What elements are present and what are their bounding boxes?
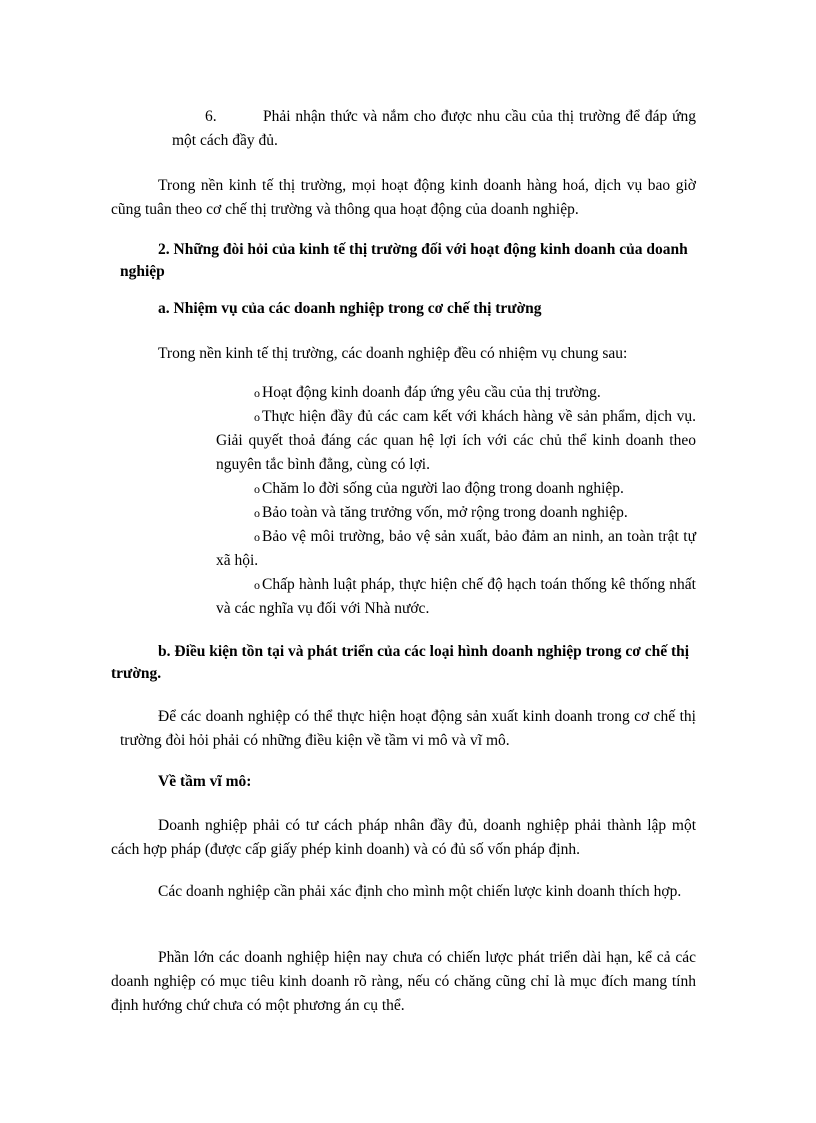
bullet-text: Bảo vệ môi trường, bảo vệ sản xuất, bảo đảm an ninh, an toàn trật tự xã hội. — [216, 528, 696, 569]
bullet-item — [216, 405, 696, 477]
bullet-text: Bảo toàn và tăng trưởng vốn, mở rộng trong doanh nghiệp. — [262, 504, 628, 521]
numbered-item-6 — [172, 105, 696, 153]
paragraph-legal: Doanh nghiệp phải có tư cách pháp nhân đầy đủ, doanh nghiệp phải thành lập một cách hợp pháp (được cấp giấy phép kinh doanh) và có đủ số vốn pháp định. — [111, 817, 696, 858]
bullet-item — [216, 477, 696, 501]
bullet-item — [216, 525, 696, 573]
bullet-icon: o — [254, 530, 260, 544]
paragraph-majority: Phần lớn các doanh nghiệp hiện nay chưa có chiến lược phát triển dài hạn, kể cả các doanh nghiệp có mục tiêu kinh doanh rõ ràng, nếu có chăng cũng chỉ là mục đích mang tính định hướng chứ chưa có một phương án cụ thể. — [111, 949, 696, 1014]
subsection-heading-b: b. Điều kiện tồn tại và phát triển của các loại hình doanh nghiệp trong cơ chế thị trường. — [111, 643, 690, 682]
bullet-text: Chăm lo đời sống của người lao động trong doanh nghiệp. — [262, 480, 624, 497]
item-text: Phải nhận thức và nắm cho được nhu cầu của thị trường để đáp ứng một cách đầy đủ. — [172, 108, 696, 149]
paragraph-strategy: Các doanh nghiệp cần phải xác định cho mình một chiến lược kinh doanh thích hợp. — [158, 883, 682, 900]
bullet-text: Thực hiện đầy đủ các cam kết với khách hàng về sản phẩm, dịch vụ. Giải quyết thoả đáng các quan hệ lợi ích với các chủ thể kinh doanh theo nguyên tắc bình đẳng, cùng có lợi. — [216, 408, 696, 473]
tasks-bullet-list — [216, 381, 696, 621]
bullet-icon: o — [254, 386, 260, 400]
item-number: 6. — [205, 108, 217, 125]
bullet-item — [216, 501, 696, 525]
bullet-icon: o — [254, 578, 260, 592]
paragraph-conditions: Để các doanh nghiệp có thể thực hiện hoạt động sản xuất kinh doanh trong cơ chế thị trường đòi hỏi phải có những điều kiện về tầm vi mô và vĩ mô. — [120, 708, 696, 749]
bullet-icon: o — [254, 410, 260, 424]
paragraph-intro: Trong nền kinh tế thị trường, mọi hoạt động kinh doanh hàng hoá, dịch vụ bao giờ cũng tuân theo cơ chế thị trường và thông qua hoạt động của doanh nghiệp. — [111, 177, 696, 218]
bullet-icon: o — [254, 482, 260, 496]
macro-heading: Về tầm vĩ mô: — [158, 773, 252, 790]
bullet-item — [216, 573, 696, 621]
bullet-text: Hoạt động kinh doanh đáp ứng yêu cầu của thị trường. — [262, 384, 601, 401]
paragraph-tasks: Trong nền kinh tế thị trường, các doanh nghiệp đều có nhiệm vụ chung sau: — [158, 345, 628, 362]
bullet-text: Chấp hành luật pháp, thực hiện chế độ hạch toán thống kê thống nhất và các nghĩa vụ đối với Nhà nước. — [216, 576, 696, 617]
subsection-heading-a: a. Nhiệm vụ của các doanh nghiệp trong cơ chế thị trường — [158, 300, 542, 317]
bullet-icon: o — [254, 506, 260, 520]
section-heading-2: 2. Những đòi hỏi của kinh tế thị trường đối với hoạt động kinh doanh của doanh nghiệp — [120, 241, 688, 280]
bullet-item — [216, 381, 696, 405]
